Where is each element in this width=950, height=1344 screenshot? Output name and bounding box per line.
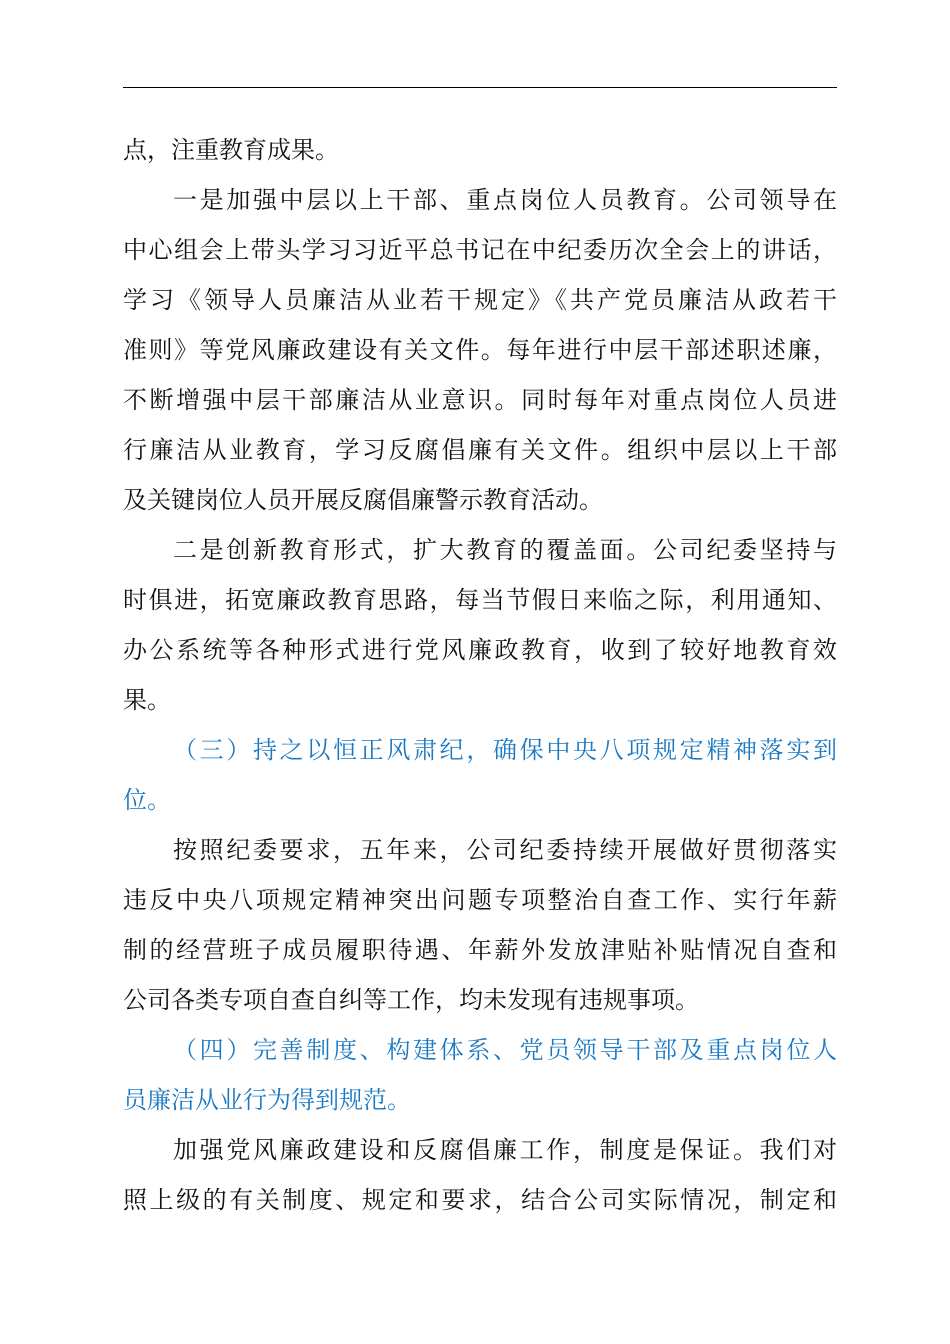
document-body [123,125,837,1225]
text-line: 点，注重教育成果。 [123,136,339,164]
paragraph-first-line: 加强党风廉政建设和反腐倡廉工作，制度是保证。我们对 [173,1136,837,1164]
section-heading-4-cont: 员廉洁从业行为得到规范。 [123,1086,411,1114]
section-heading-3: （三）持之以恒正风肃纪，确保中央八项规定精神落实到 [173,736,837,764]
text-line: 中心组会上带头学习习近平总书记在中纪委历次全会上的讲话， [123,236,837,264]
text-line: 时俱进，拓宽廉政教育思路，每当节假日来临之际，利用通知、 [123,586,837,614]
paragraph-first-line: 一是加强中层以上干部、重点岗位人员教育。公司领导在 [173,186,837,214]
header-rule [123,87,837,88]
text-line: 制的经营班子成员履职待遇、年薪外发放津贴补贴情况自查和 [123,936,837,964]
text-line: 照上级的有关制度、规定和要求，结合公司实际情况，制定和 [123,1186,837,1214]
paragraph-first-line: 二是创新教育形式，扩大教育的覆盖面。公司纪委坚持与 [173,536,837,564]
text-line: 公司各类专项自查自纠等工作，均未发现有违规事项。 [123,986,699,1014]
text-line: 办公系统等各种形式进行党风廉政教育，收到了较好地教育效 [123,636,837,664]
text-line: 果。 [123,686,171,714]
section-heading-3-cont: 位。 [123,786,171,814]
text-line: 准则》等党风廉政建设有关文件。每年进行中层干部述职述廉， [123,336,837,364]
text-line: 不断增强中层干部廉洁从业意识。同时每年对重点岗位人员进 [123,386,837,414]
text-line: 及关键岗位人员开展反腐倡廉警示教育活动。 [123,486,603,514]
text-line: 违反中央八项规定精神突出问题专项整治自查工作、实行年薪 [123,886,837,914]
section-heading-4: （四）完善制度、构建体系、党员领导干部及重点岗位人 [173,1036,837,1064]
text-line: 行廉洁从业教育，学习反腐倡廉有关文件。组织中层以上干部 [123,436,837,464]
text-line: 学习《领导人员廉洁从业若干规定》《共产党员廉洁从政若干 [123,286,837,314]
paragraph-first-line: 按照纪委要求，五年来，公司纪委持续开展做好贯彻落实 [173,836,837,864]
